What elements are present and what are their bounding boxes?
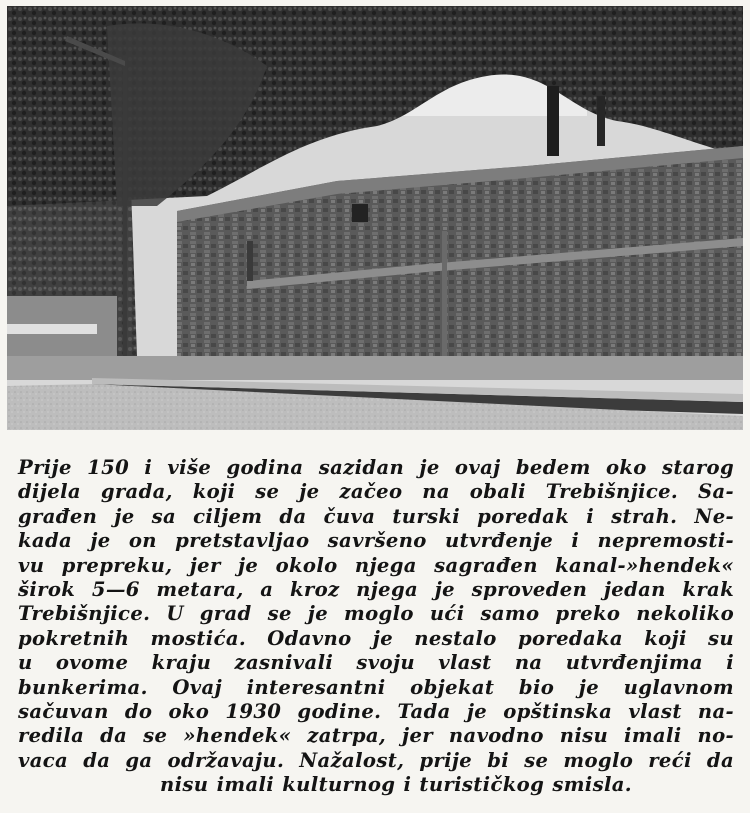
caption-line: kada je on pretstavljao savršeno utvrđenje i nepremosti- [18, 529, 734, 553]
caption-line: u ovome kraju zasnivali svoju vlast na utvrđenjima i [18, 651, 734, 675]
caption-line: dijela grada, koji se je začeo na obali Trebišnjice. Sa- [18, 480, 734, 504]
photo-old-town-wall [7, 6, 743, 430]
caption-line: bunkerima. Ovaj interesantni objekat bio je uglavnom [18, 675, 734, 699]
caption-line: pokretnih mostića. Odavno je nestalo poredaka koji su [18, 626, 734, 650]
caption-line: Prije 150 i više godina sazidan je ovaj bedem oko starog [18, 456, 734, 479]
caption-line: vu prepreku, jer je okolo njega sagrađen kanal-»hendek« [18, 553, 734, 577]
caption-text [18, 456, 734, 798]
caption-line: sačuvan do oko 1930 godine. Tada je opštinska vlast na- [18, 700, 734, 724]
caption-line: redila da se »hendek« zatrpa, jer navodno nisu imali no- [18, 724, 734, 748]
caption-line: nisu imali kulturnog i turističkog smisla. [160, 773, 632, 797]
caption-line: vaca da ga održavaju. Nažalost, prije bi se moglo reći da [18, 748, 734, 772]
caption-line: građen je sa ciljem da čuva turski poredak i strah. Ne- [18, 504, 734, 528]
caption-line: Trebišnjice. U grad se je moglo ući samo preko nekoliko [18, 602, 734, 626]
caption-line: širok 5—6 metara, a kroz njega je sproveden jedan krak [18, 578, 734, 602]
